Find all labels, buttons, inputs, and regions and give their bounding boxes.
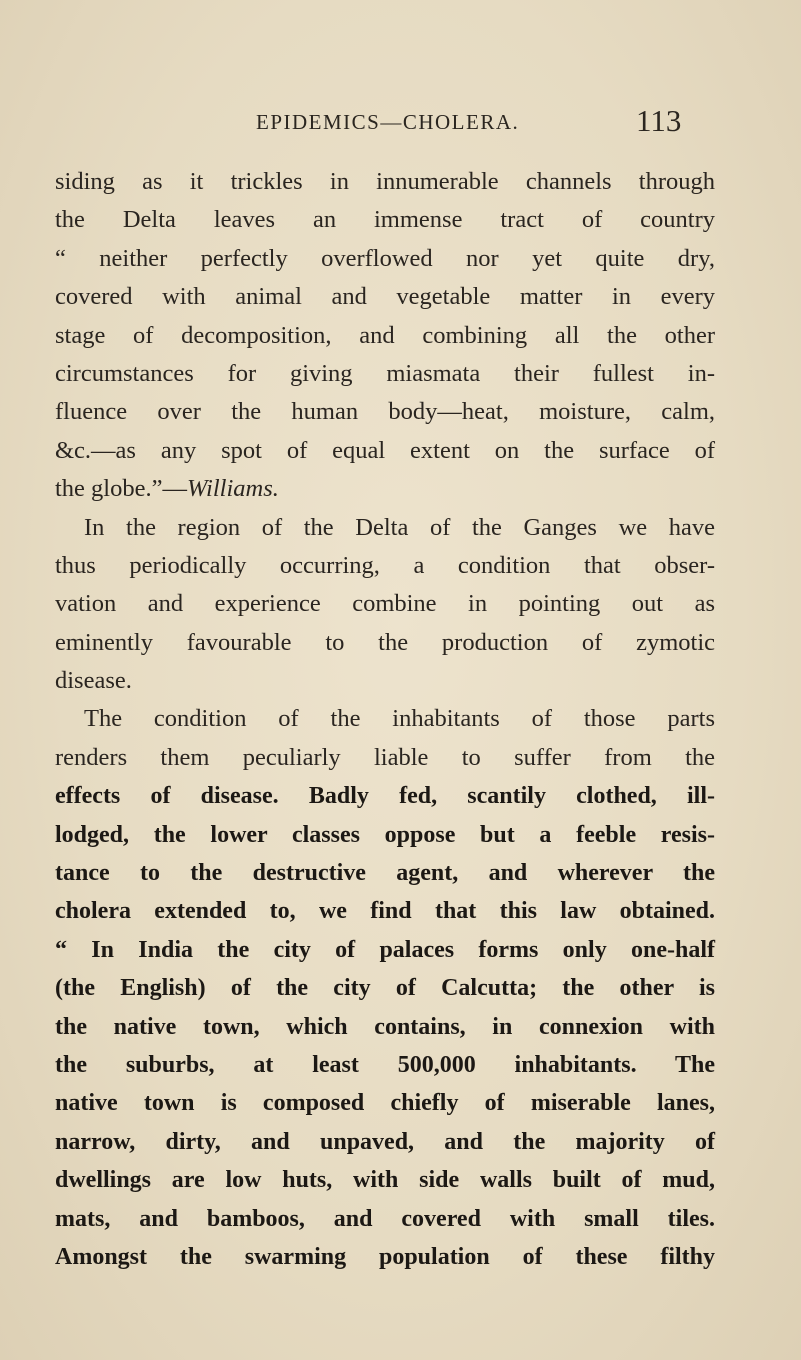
text-line: the suburbs, at least 500,000 inhabitants. The bbox=[55, 1051, 715, 1078]
text-line: disease. bbox=[55, 667, 132, 695]
text-line: the Delta leaves an immense tract of country bbox=[55, 206, 715, 234]
text-line: covered with animal and vegetable matter in every bbox=[55, 283, 715, 311]
paragraph-2 bbox=[55, 509, 715, 701]
text-line: eminently favourable to the production of zymotic bbox=[55, 628, 715, 656]
text-line: dwellings are low huts, with side walls built of mud, bbox=[55, 1167, 715, 1194]
quote-attribution: Williams. bbox=[187, 475, 279, 503]
text-line: tance to the destructive agent, and wherever the bbox=[55, 860, 715, 887]
text-line: The condition of the inhabitants of those parts bbox=[84, 705, 715, 733]
paragraph-3 bbox=[55, 700, 715, 1276]
text-line: Amongst the swarming population of these filthy bbox=[55, 1243, 715, 1270]
text-line: mats, and bamboos, and covered with small tiles. bbox=[55, 1205, 715, 1232]
text-line: native town is composed chiefly of miserable lanes, bbox=[55, 1090, 715, 1117]
page-number: 113 bbox=[636, 103, 682, 138]
text-line: narrow, dirty, and unpaved, and the majority of bbox=[55, 1128, 715, 1155]
running-head: EPIDEMICS—CHOLERA. bbox=[256, 110, 520, 134]
text-line: renders them peculiarly liable to suffer from the bbox=[55, 743, 715, 771]
text-line: (the English) of the city of Calcutta; the other is bbox=[55, 975, 715, 1002]
text-line: vation and experience combine in pointing out as bbox=[55, 590, 715, 618]
quote-closing: the globe.”— bbox=[55, 475, 187, 503]
page-header bbox=[0, 103, 801, 143]
paragraph-1 bbox=[55, 163, 715, 509]
body-text bbox=[55, 163, 715, 1276]
text-line-closing bbox=[55, 470, 715, 508]
text-line: stage of decomposition, and combining all the other bbox=[55, 321, 715, 349]
text-line: thus periodically occurring, a condition that obser- bbox=[55, 551, 715, 579]
text-line: circumstances for giving miasmata their fullest in- bbox=[55, 359, 715, 387]
text-line: the native town, which contains, in connexion with bbox=[55, 1013, 715, 1040]
text-line: fluence over the human body—heat, moisture, calm, bbox=[55, 398, 715, 426]
text-line: effects of disease. Badly fed, scantily clothed, ill- bbox=[55, 783, 715, 810]
text-line: cholera extended to, we find that this law obtained. bbox=[55, 898, 715, 925]
text-line: In the region of the Delta of the Ganges we have bbox=[84, 513, 715, 541]
text-line: “ In India the city of palaces forms only one-half bbox=[55, 936, 715, 963]
text-line: &c.—as any spot of equal extent on the surface of bbox=[55, 436, 715, 464]
text-line: lodged, the lower classes oppose but a feeble resis- bbox=[55, 821, 715, 848]
text-line: “ neither perfectly overflowed nor yet quite dry, bbox=[55, 244, 715, 272]
text-line: siding as it trickles in innumerable channels through bbox=[55, 168, 715, 195]
